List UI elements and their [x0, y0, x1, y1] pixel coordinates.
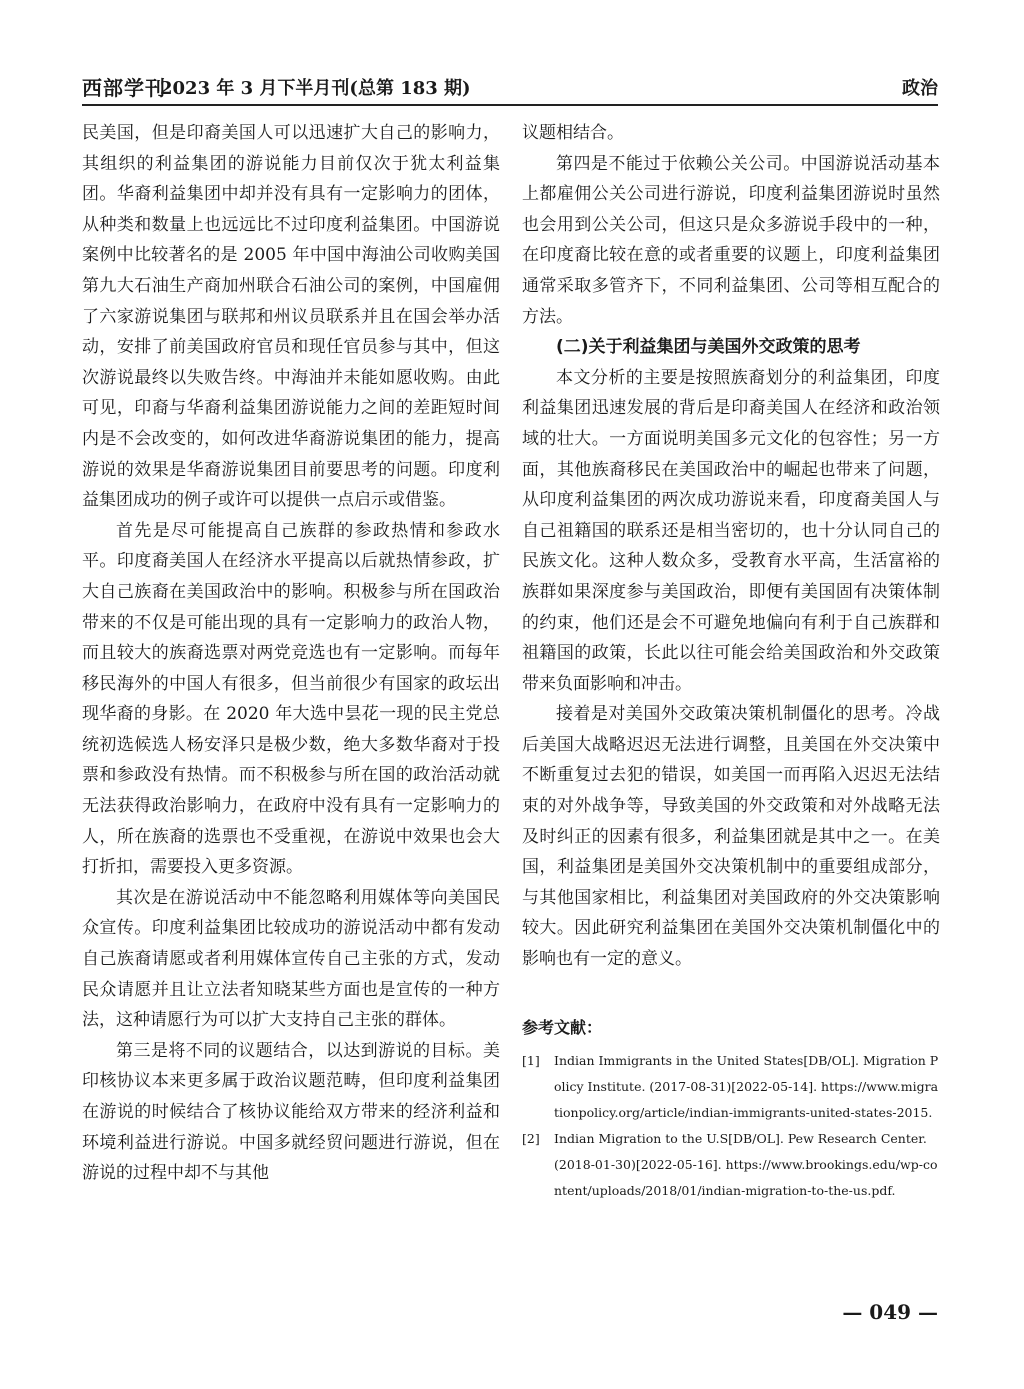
paragraph: 民美国，但是印裔美国人可以迅速扩大自己的影响力，其组织的利益集团的游说能力目前仅次于犹太利益集团。华裔利益集团中却并没有具有一定影响力的团体，从种类和数量上也远远比不过印度利益集团。中国游说案例中比较著名的是 2005 年中国中海油公司收购美国第九大石油生产商加州联合石油公司的案例，中国雇佣了六家游说集团与联邦和州议员联系并且在国会举办活动，安排了前美国政府官员和现任官员参与其中，但这次游说最终以失败告终。中海油并未能如愿收购。由此可见，印裔与华裔利益集团游说能力之间的差距短时间内是不会改变的，如何改进华裔游说集团的能力，提高游说的效果是华裔游说集团目前要思考的问题。印度利益集团成功的例子或许可以提供一点启示或借鉴。	[82, 123, 500, 511]
paragraph: 本文分析的主要是按照族裔划分的利益集团，印度利益集团迅速发展的背后是印裔美国人在经济和政治领域的壮大。一方面说明美国多元文化的包容性；另一方面，其他族裔移民在美国政治中的崛起也带来了问题，从印度利益集团的两次成功游说来看，印度裔美国人与自己祖籍国的联系还是相当密切的，也十分认同自己的民族文化。这种人数众多，受教育水平高，生活富裕的族群如果深度参与美国政治，即便有美国固有决策体制的约束，他们还是会不可避免地偏向有利于自己族群和祖籍国的政策，长此以往可能会给美国政治和外交政策带来负面影响和冲击。	[522, 367, 940, 694]
right-column	[522, 118, 940, 1204]
paragraph: 议题相结合。	[522, 123, 624, 143]
journal-logo: 西部学刊	[82, 76, 166, 100]
paragraph: 其次是在游说活动中不能忽略利用媒体等向美国民众宣传。印度利益集团比较成功的游说活动中都有发动自己族裔请愿或者利用媒体宣传自己主张的方式，发动民众请愿并且让立法者知晓某些方面也是宣传的一种方法，这种请愿行为可以扩大支持自己主张的群体。	[82, 887, 500, 1031]
paragraph: 接着是对美国外交政策决策机制僵化的思考。冷战后美国大战略迟迟无法进行调整，且美国在外交决策中不断重复过去犯的错误，如美国一而再陷入迟迟无法结束的对外战争等，导致美国的外交政策和对外战略无法及时纠正的因素有很多，利益集团就是其中之一。在美国，利益集团是美国外交决策机制中的重要组成部分，与其他国家相比，利益集团对美国政府的外交决策影响较大。因此研究利益集团在美国外交决策机制僵化中的影响也有一定的意义。	[522, 704, 940, 970]
reference-item	[522, 1048, 940, 1126]
section-label: 政治	[902, 78, 938, 99]
reference-text: Indian Migration to the U.S[DB/OL]. Pew Research Center. (2018-01-30)[2022-05-16]. https://www.brookings.edu/wp-content/uploads/2018/01/indian-migration-to-the-us.pdf.	[554, 1130, 938, 1198]
reference-text: Indian Immigrants in the United States[DB/OL]. Migration Policy Institute. (2017-08-31)[2022-05-14]. https://www.migrationpolicy.org/article/indian-immigrants-united-states-2015.	[554, 1052, 939, 1120]
reference-number: [1]	[522, 1052, 540, 1068]
header-rule	[82, 104, 938, 106]
left-column	[82, 118, 500, 1189]
paragraph: 第四是不能过于依赖公关公司。中国游说活动基本上都雇佣公关公司进行游说，印度利益集团游说时虽然也会用到公关公司，但这只是众多游说手段中的一种，在印度裔比较在意的或者重要的议题上，印度利益集团通常采取多管齐下，不同利益集团、公司等相互配合的方法。	[522, 153, 940, 327]
page-number: — 049 —	[842, 1300, 938, 1324]
section-subheading: (二)关于利益集团与美国外交政策的思考	[556, 337, 861, 358]
reference-item	[522, 1126, 940, 1204]
issue-info: 2023 年 3 月下半月刊(总第 183 期)	[160, 78, 471, 99]
page-header	[82, 70, 938, 100]
reference-number: [2]	[522, 1130, 540, 1146]
paragraph: 首先是尽可能提高自己族群的参政热情和参政水平。印度裔美国人在经济水平提高以后就热情参政，扩大自己族裔在美国政治中的影响。积极参与所在国政治带来的不仅是可能出现的具有一定影响力的政治人物，而且较大的族裔选票对两党竞选也有一定影响。而每年移民海外的中国人有很多，但当前很少有国家的政坛出现华裔的身影。在 2020 年大选中昙花一现的民主党总统初选候选人杨安泽只是极少数，绝大多数华裔对于投票和参政没有热情。而不积极参与所在国的政治活动就无法获得政治影响力，在政府中没有具有一定影响力的人，所在族裔的选票也不受重视，在游说中效果也会大打折扣，需要投入更多资源。	[82, 520, 500, 878]
references-title: 参考文献：	[522, 1017, 603, 1037]
paragraph: 第三是将不同的议题结合，以达到游说的目标。美印核协议本来更多属于政治议题范畴，但印度利益集团在游说的时候结合了核协议能给双方带来的经济利益和环境利益进行游说。中国多就经贸问题进行游说，但在游说的过程中却不与其他	[82, 1040, 500, 1184]
